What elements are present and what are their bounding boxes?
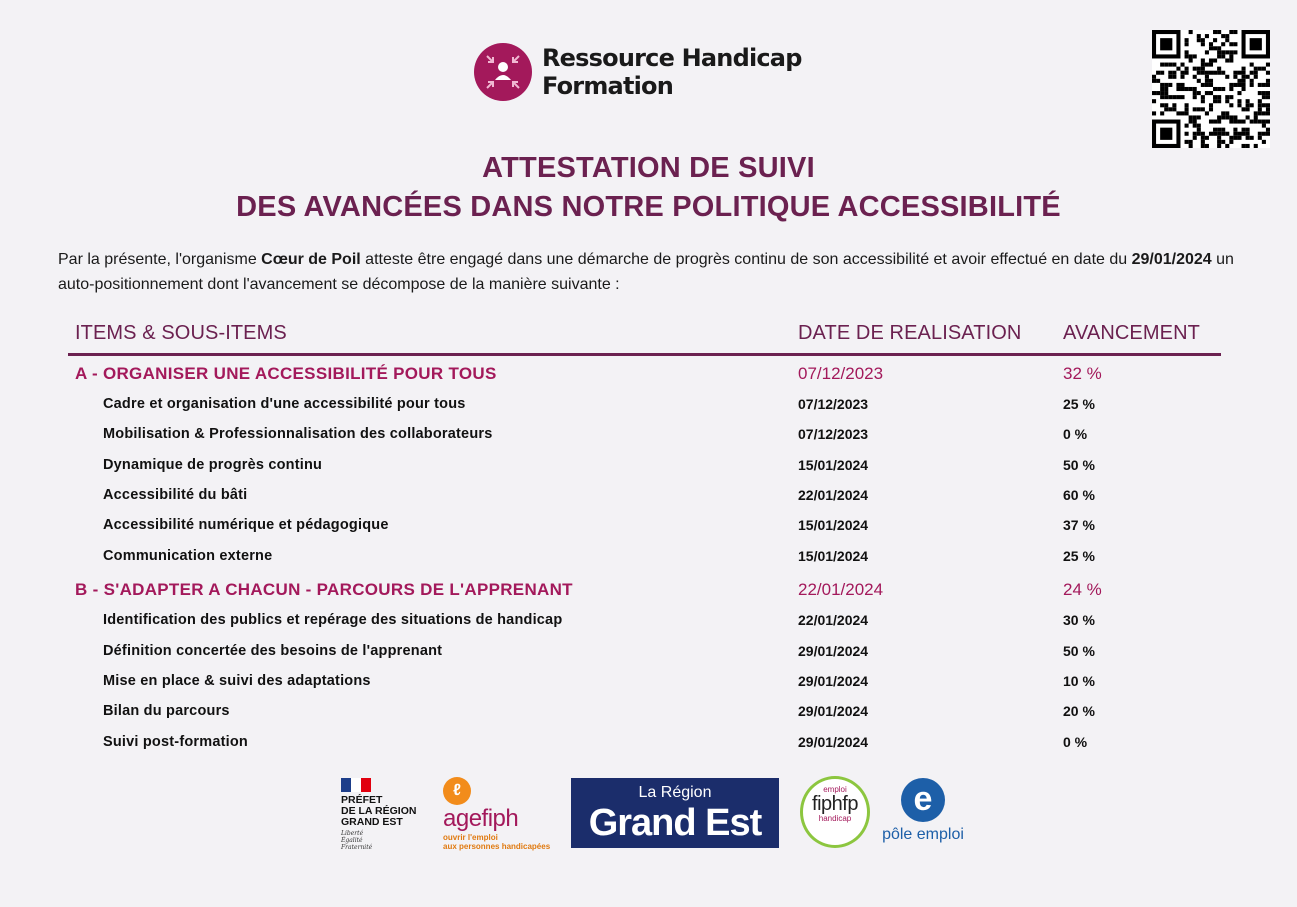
table-row — [0, 396, 1297, 420]
pole-emploi-logo — [878, 778, 968, 848]
item-progress: 30 % — [1063, 612, 1095, 628]
table-row — [0, 643, 1297, 667]
page-title-line-2: DES AVANCÉES DANS NOTRE POLITIQUE ACCESSIBILITÉ — [236, 191, 1061, 223]
agefiph-name: agefiph — [443, 805, 519, 832]
item-date: 07/12/2023 — [798, 364, 884, 383]
pole-emploi-icon: e — [901, 778, 945, 822]
accessibility-icon — [474, 43, 532, 101]
region-big: Grand Est — [588, 802, 762, 844]
header-divider — [68, 353, 1221, 356]
item-progress: 50 % — [1063, 643, 1095, 659]
brand-logo — [474, 43, 802, 101]
item-progress: 10 % — [1063, 673, 1095, 689]
item-label: Cadre et organisation d'une accessibilité pour tous — [103, 396, 466, 412]
table-row — [0, 734, 1297, 758]
prefet-line-3: GRAND EST — [341, 816, 403, 828]
item-date: 29/01/2024 — [798, 734, 869, 750]
brand-line-1: Ressource Handicap — [542, 44, 802, 72]
item-progress: 25 % — [1063, 548, 1095, 564]
item-date: 07/12/2023 — [798, 426, 869, 442]
agefiph-tagline-1: ouvrir l'emploi — [443, 833, 498, 842]
table-row — [0, 703, 1297, 727]
item-progress: 50 % — [1063, 457, 1095, 473]
table-row — [0, 426, 1297, 450]
item-label: Communication externe — [103, 548, 273, 564]
item-progress: 0 % — [1063, 734, 1088, 750]
table-row — [0, 487, 1297, 511]
item-date: 22/01/2024 — [798, 612, 869, 628]
intro-paragraph — [58, 248, 1248, 297]
table-row — [0, 517, 1297, 541]
section-row — [0, 580, 1297, 604]
intro-text-1: Par la présente, l'organisme — [58, 251, 262, 268]
qr-code-icon — [1152, 30, 1270, 148]
item-date: 29/01/2024 — [798, 673, 869, 689]
item-date: 29/01/2024 — [798, 643, 869, 659]
page-title-line-1: ATTESTATION DE SUIVI — [482, 152, 815, 184]
region-grand-est-logo — [571, 778, 779, 848]
prefet-line-2: DE LA RÉGION — [341, 805, 417, 817]
table-row — [0, 612, 1297, 636]
item-label: Accessibilité numérique et pédagogique — [103, 517, 389, 533]
item-label: Bilan du parcours — [103, 703, 230, 719]
agefiph-logo — [443, 777, 559, 852]
item-date: 22/01/2024 — [798, 580, 884, 599]
organization-name: Cœur de Poil — [261, 251, 361, 268]
fiphfp-top: emploi — [823, 785, 847, 794]
item-progress: 37 % — [1063, 517, 1095, 533]
table-row — [0, 548, 1297, 572]
fiphfp-logo — [800, 776, 870, 848]
item-progress: 25 % — [1063, 396, 1095, 412]
item-date: 15/01/2024 — [798, 548, 869, 564]
item-label: Mobilisation & Professionnalisation des collaborateurs — [103, 426, 493, 442]
item-label: Suivi post-formation — [103, 734, 248, 750]
region-small: La Région — [638, 784, 712, 801]
item-progress: 24 % — [1063, 580, 1102, 599]
motto-2: Égalité — [341, 837, 363, 844]
item-progress: 0 % — [1063, 426, 1088, 442]
fiphfp-name: fiphfp — [812, 793, 858, 815]
french-flag-icon — [341, 778, 371, 792]
table-row — [0, 457, 1297, 481]
intro-text-3: un auto-positionnement dont l'avancement se décompose de la manière suivante : — [58, 251, 1234, 293]
item-progress: 32 % — [1063, 364, 1102, 383]
pole-emploi-name: pôle emploi — [882, 826, 964, 843]
item-progress: 60 % — [1063, 487, 1095, 503]
item-label: A - ORGANISER UNE ACCESSIBILITÉ POUR TOUS — [75, 364, 497, 383]
item-label: Dynamique de progrès continu — [103, 457, 323, 473]
fiphfp-bottom: handicap — [818, 814, 852, 823]
motto-1: Liberté — [341, 830, 364, 837]
assessment-date: 29/01/2024 — [1131, 251, 1212, 268]
item-date: 07/12/2023 — [798, 396, 869, 412]
header-progress: AVANCEMENT — [1063, 322, 1200, 344]
brand-line-2: Formation — [542, 72, 674, 100]
item-date: 29/01/2024 — [798, 703, 869, 719]
agefiph-tagline-2: aux personnes handicapées — [443, 842, 551, 851]
section-row — [0, 364, 1297, 388]
item-date: 15/01/2024 — [798, 517, 869, 533]
item-label: Accessibilité du bâti — [103, 487, 248, 503]
header-date: DATE DE REALISATION — [798, 322, 1022, 344]
item-date: 22/01/2024 — [798, 487, 869, 503]
item-label: Identification des publics et repérage des situations de handicap — [103, 612, 563, 628]
table-row — [0, 673, 1297, 697]
motto-3: Fraternité — [341, 844, 373, 851]
prefet-logo — [341, 778, 431, 858]
intro-text-2: atteste être engagé dans une démarche de progrès continu de son accessibilité et avoir effectué en date du — [360, 251, 1132, 268]
brand-name — [542, 44, 802, 100]
item-label: B - S'ADAPTER A CHACUN - PARCOURS DE L'APPRENANT — [75, 580, 573, 599]
item-label: Mise en place & suivi des adaptations — [103, 673, 371, 689]
item-label: Définition concertée des besoins de l'apprenant — [103, 643, 443, 659]
item-progress: 20 % — [1063, 703, 1095, 719]
item-date: 15/01/2024 — [798, 457, 869, 473]
header-items: ITEMS & SOUS-ITEMS — [75, 322, 287, 344]
prefet-line-1: PRÉFET — [341, 794, 383, 806]
agefiph-person-icon: ℓ — [443, 777, 471, 805]
